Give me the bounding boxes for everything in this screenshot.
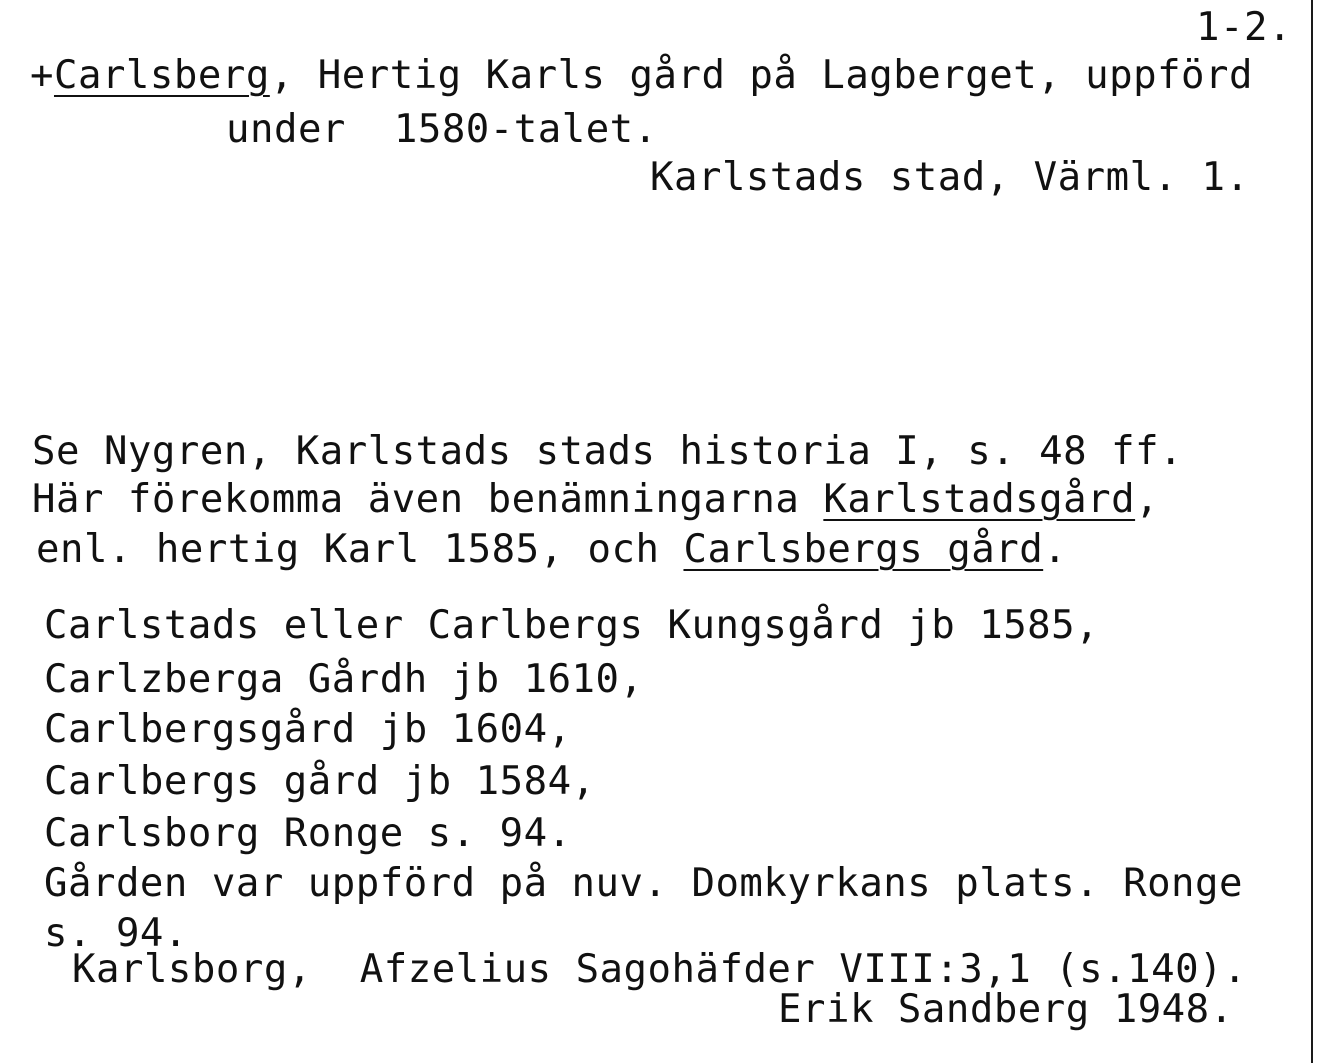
signature: Erik Sandberg 1948. <box>778 987 1234 1032</box>
extra-reference: Karlsborg, Afzelius Sagohäfder VIII:3,1 (s.140). <box>72 947 1248 992</box>
heading-line <box>30 53 1253 98</box>
reference-line-2-prefix: Här förekomma även benämningarna <box>32 477 824 522</box>
heading-rest: , Hertig Karls gård på Lagberget, uppförd <box>269 53 1253 98</box>
form-entry: Carlbergsgård jb 1604, <box>44 707 572 752</box>
form-entry: Carlzberga Gårdh jb 1610, <box>44 657 644 702</box>
reference-line-1: Se Nygren, Karlstads stads historia I, s. 48 ff. <box>32 429 1184 474</box>
form-entry: Carlbergs gård jb 1584, <box>44 759 596 804</box>
reference-line-2 <box>32 477 1160 522</box>
heading-prefix: + <box>30 53 54 98</box>
reference-line-2-suffix: , <box>1135 477 1160 522</box>
reference-line-3-suffix: . <box>1043 527 1068 572</box>
note-line-1: Gården var uppförd på nuv. Domkyrkans plats. Ronge <box>44 861 1243 906</box>
reference-name-carlsbergs-gard: Carlsbergs gård <box>683 527 1044 572</box>
reference-line-3 <box>36 527 1068 572</box>
reference-name-karlstadsgard: Karlstadsgård <box>823 477 1136 522</box>
heading-line-2: under 1580-talet. <box>226 107 658 152</box>
card-right-edge <box>1311 0 1313 1063</box>
heading-name: Carlsberg <box>53 53 270 98</box>
note-line-2: s. 94. <box>44 911 188 956</box>
card-number: 1-2. <box>1196 5 1292 50</box>
form-entry: Carlsborg Ronge s. 94. <box>44 811 572 856</box>
form-entry: Carlstads eller Carlbergs Kungsgård jb 1585, <box>44 603 1100 648</box>
location: Karlstads stad, Värml. 1. <box>650 155 1250 200</box>
reference-line-3-prefix: enl. hertig Karl 1585, och <box>36 527 684 572</box>
